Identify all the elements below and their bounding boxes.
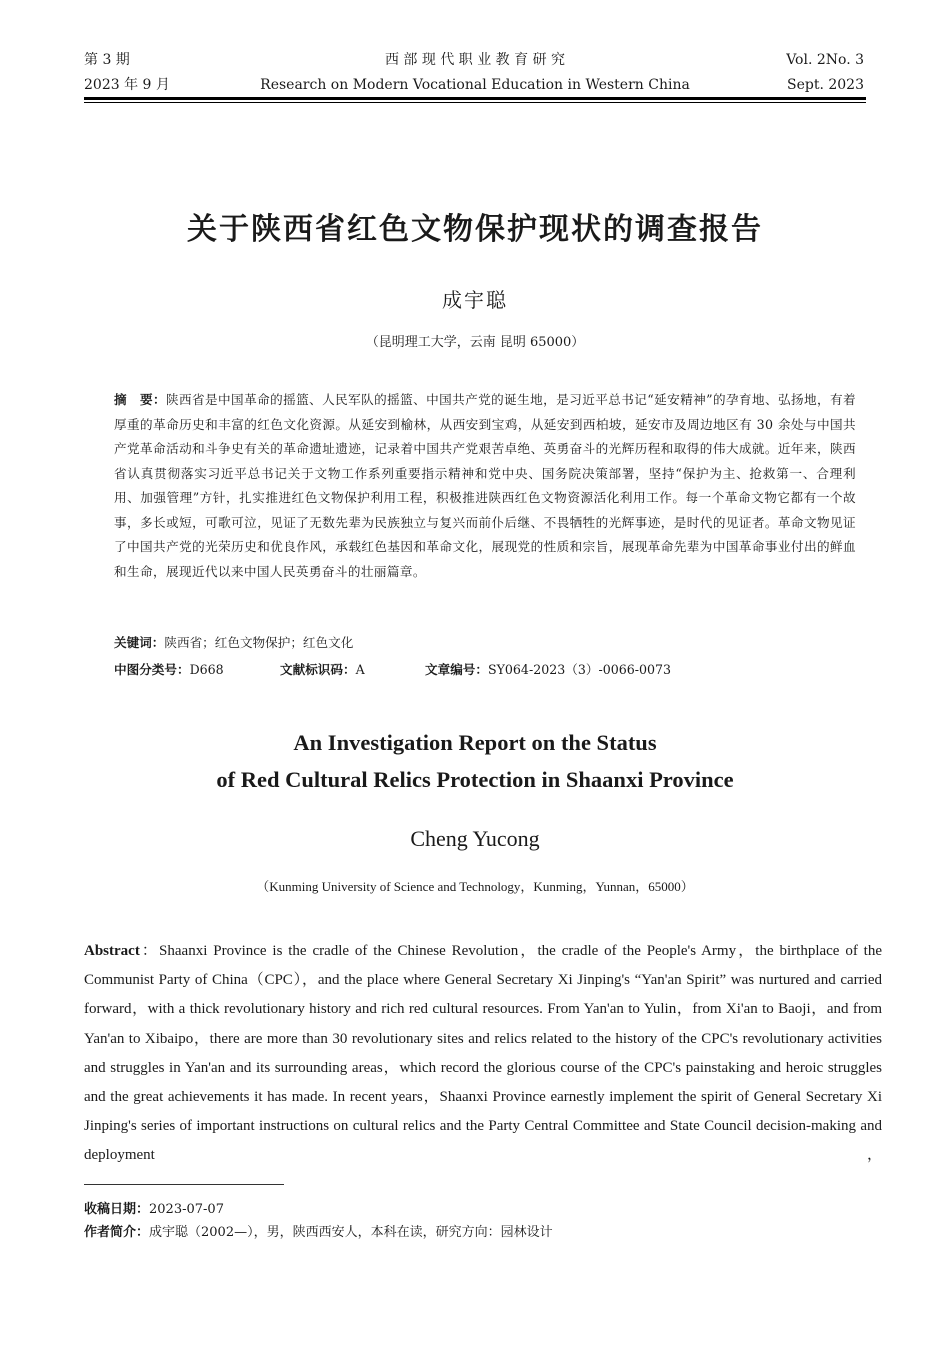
abstract-en-sep: ：	[139, 943, 160, 959]
author-bio-label: 作者简介：	[84, 1225, 150, 1240]
doc-code-value: A	[355, 662, 365, 677]
received-value: 2023-07-07	[149, 1202, 224, 1217]
abstract-cn-label: 摘 要：	[114, 392, 167, 407]
paper-title-cn: 关于陕西省红色文物保护现状的调查报告	[187, 212, 763, 247]
affiliation-cn: （昆明理工大学，云南 昆明 65000）	[365, 335, 585, 350]
received-label: 收稿日期：	[84, 1202, 150, 1217]
footnote-rule	[84, 1184, 284, 1185]
paper-title-en-line2: of Red Cultural Relics Protection in Shaanxi Province	[216, 767, 734, 792]
article-number	[425, 658, 671, 682]
keywords-cn-text: 陕西省；红色文物保护；红色文化	[164, 635, 354, 650]
issue-date-en: Sept. 2023	[787, 77, 864, 93]
header-rule-thick	[84, 97, 866, 100]
article-number-value: SY064-2023（3）-0066-0073	[487, 662, 672, 677]
abstract-en-text: Shaanxi Province is the cradle of the Chinese Revolution，the cradle of the People's Army，the birthplace of the Communist Party of China（CPC），and the place where General Secretary Xi Jinping's “Yan'an Spirit” was nurtured and carried forward，with a thick revolutionary history and rich red cultural resources. From Yan'an to Yulin，from Xi'an to Baoji，and from Yan'an to Xibaipo，there are more than 30 revolutionary sites and relics related to the history of the CPC's revolutionary activities and struggles in Yan'an and its surrounding areas，which record the glorious course of the CPC's painstaking and heroic struggles and the great achievements it has made. In recent years，Shaanxi Province earnestly implement the spirit of General Secretary Xi Jinping's series of important instructions on cultural relics and the Party Central Committee and State Council decision-making and deployment，	[84, 943, 882, 1164]
article-number-label: 文章编号：	[425, 662, 488, 677]
footnote-received	[84, 1199, 224, 1221]
keywords-cn	[114, 631, 353, 655]
abstract-en	[84, 937, 882, 1171]
affiliation-en: （Kunming University of Science and Technology，Kunming，Yunnan，65000）	[256, 879, 694, 894]
header-volume-block	[786, 48, 864, 98]
clc-number	[114, 658, 224, 682]
issue-number: 第 3 期	[84, 52, 130, 68]
abstract-cn	[114, 388, 856, 584]
issue-date-cn: 2023 年 9 月	[84, 77, 170, 93]
abstract-cn-text: 陕西省是中国革命的摇篮、人民军队的摇篮、中国共产党的诞生地，是习近平总书记“延安精神”的孕育地、弘扬地，有着厚重的革命历史和丰富的红色文化资源。从延安到榆林，从西安到宝鸡，从延安到西柏坡，延安市及周边地区有 30 余处与中国共产党革命活动和斗争史有关的革命遗址遗迹，记录着中国共产党艰苦卓绝、英勇奋斗的光辉历程和取得的伟大成就。近年来，陕西省认真贯彻落实习近平总书记关于文物工作系列重要指示精神和党中央、国务院决策部署，坚持“保护为主、抢救第一、合理利用、加强管理”方针，扎实推进红色文物保护利用工程，积极推进陕西红色文物资源活化利用工作。每一个革命文物它都有一个故事，多长或短，可歌可泣，见证了无数先辈为民族独立与复兴而前仆后继、不畏牺牲的光辉事迹，是时代的见证者。革命文物见证了中国共产党的光荣历史和优良作风，承载红色基因和革命文化，展现党的性质和宗旨，展现革命先辈为中国革命事业付出的鲜血和生命，展现近代以来中国人民英勇奋斗的壮丽篇章。	[114, 392, 856, 579]
doc-code-label: 文献标识码：	[280, 662, 356, 677]
paper-title-en	[0, 724, 950, 798]
abstract-en-label: Abstract	[84, 943, 140, 959]
journal-title-cn: 西 部 现 代 职 业 教 育 研 究	[384, 52, 566, 68]
paper-title-en-line1: An Investigation Report on the Status	[293, 730, 657, 755]
keywords-cn-label: 关键词：	[114, 635, 165, 650]
clc-value: D668	[189, 662, 224, 677]
author-bio-value: 成宇聪（2002—），男，陕西西安人，本科在读，研究方向：园林设计	[149, 1225, 553, 1240]
header-rule-thin	[84, 102, 866, 103]
footnote-author-bio	[84, 1222, 553, 1244]
document-code	[280, 658, 365, 682]
clc-label: 中图分类号：	[114, 662, 190, 677]
author-name-en: Cheng Yucong	[410, 826, 540, 851]
volume-number: Vol. 2No. 3	[786, 52, 864, 68]
journal-title-en: Research on Modern Vocational Education in Western China	[260, 77, 690, 93]
author-name-cn: 成宇聪	[442, 288, 508, 312]
